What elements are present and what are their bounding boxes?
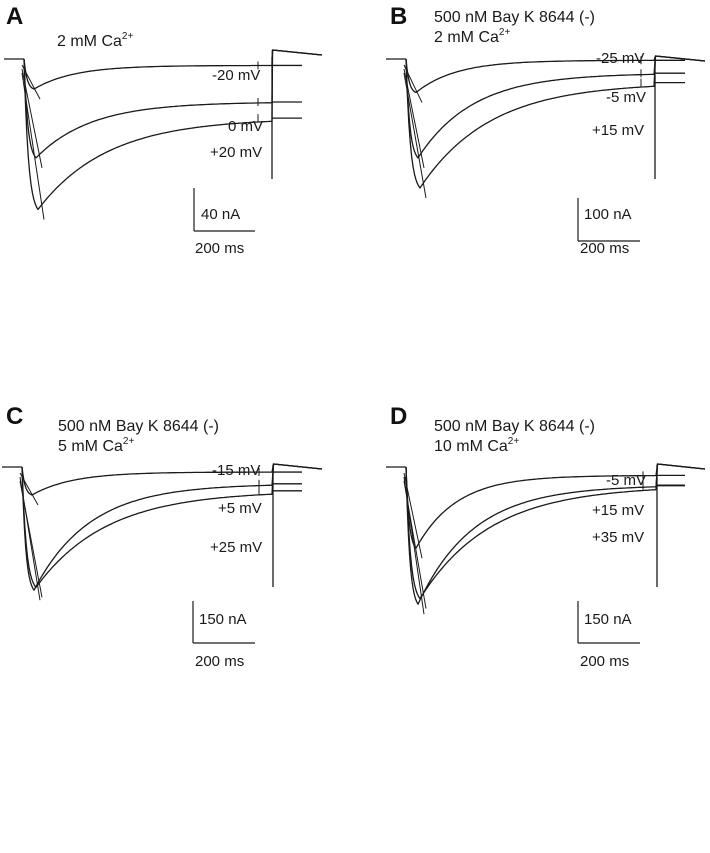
scale-time-label: 200 ms bbox=[195, 653, 245, 670]
panel-letter: A bbox=[6, 3, 24, 30]
condition-label: 2 mM $Ca^{2+}$ bbox=[57, 31, 134, 50]
current-trace bbox=[406, 56, 705, 188]
voltage-label: +35 mV bbox=[592, 529, 645, 546]
scale-time-label: 200 ms bbox=[580, 653, 630, 670]
panel-b bbox=[386, 3, 705, 257]
scale-time-label: 200 ms bbox=[580, 240, 630, 257]
scale-current-label: 150 nA bbox=[199, 611, 247, 628]
voltage-label: -15 mV bbox=[212, 462, 261, 479]
panel-a bbox=[4, 3, 322, 257]
current-trace bbox=[406, 464, 705, 548]
condition-label: 500 nM Bay K 8644 (-) bbox=[58, 418, 219, 435]
current-trace bbox=[406, 56, 705, 158]
voltage-label: 0 mV bbox=[228, 118, 264, 135]
current-trace bbox=[406, 56, 705, 93]
panel-d bbox=[386, 403, 705, 670]
voltage-label: +5 mV bbox=[218, 500, 262, 517]
current-trace bbox=[22, 464, 322, 590]
condition-label: 10 mM $Ca^{2+}$ bbox=[434, 436, 520, 455]
panel-c bbox=[2, 403, 322, 670]
current-trace bbox=[24, 50, 322, 89]
scale-current-label: 100 nA bbox=[584, 206, 632, 223]
voltage-label: +15 mV bbox=[592, 122, 645, 139]
voltage-label: +25 mV bbox=[210, 539, 263, 556]
capacitive-artifact bbox=[404, 481, 426, 609]
current-trace bbox=[22, 464, 322, 587]
voltage-label: +15 mV bbox=[592, 502, 645, 519]
voltage-label: -25 mV bbox=[596, 50, 645, 67]
condition-label: 5 mM $Ca^{2+}$ bbox=[58, 436, 135, 455]
panel-letter: D bbox=[390, 403, 408, 430]
current-trace bbox=[406, 464, 705, 599]
voltage-label: +20 mV bbox=[210, 144, 263, 161]
voltage-label: -5 mV bbox=[606, 89, 647, 106]
scale-current-label: 150 nA bbox=[584, 611, 632, 628]
scale-current-label: 40 nA bbox=[201, 206, 241, 223]
panel-letter: C bbox=[6, 403, 24, 430]
panel-letter: B bbox=[390, 3, 408, 30]
voltage-label: -5 mV bbox=[606, 472, 647, 489]
condition-label: 500 nM Bay K 8644 (-) bbox=[434, 9, 595, 26]
current-trace bbox=[24, 50, 322, 210]
condition-label: 500 nM Bay K 8644 (-) bbox=[434, 418, 595, 435]
voltage-label: -20 mV bbox=[212, 67, 261, 84]
capacitive-artifact bbox=[20, 481, 42, 597]
condition-label: 2 mM $Ca^{2+}$ bbox=[434, 27, 511, 46]
scale-time-label: 200 ms bbox=[195, 240, 245, 257]
